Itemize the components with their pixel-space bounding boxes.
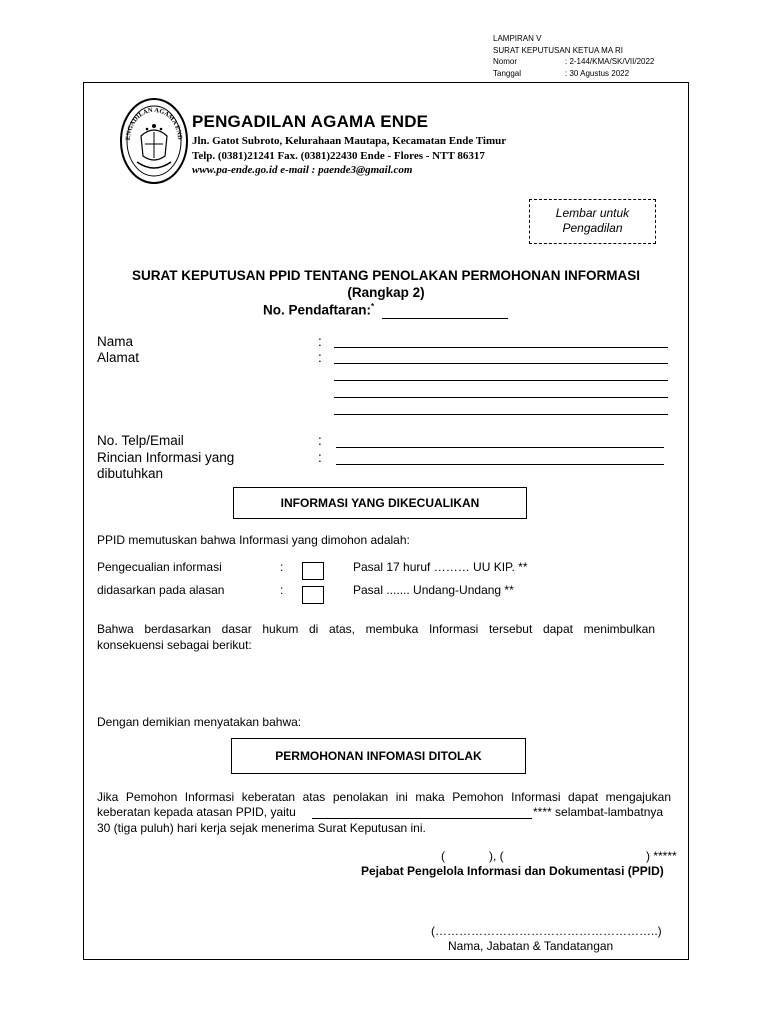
info-details-label-2: dibutuhkan: [97, 466, 164, 481]
excluded-info-heading: INFORMASI YANG DIKECUALIKAN: [233, 487, 527, 519]
request-rejected-heading: PERMOHONAN INFOMASI DITOLAK: [231, 738, 526, 774]
reason-label: didasarkan pada alasan: [97, 583, 225, 597]
article17-option: Pasal 17 huruf ……… UU KIP. **: [353, 560, 528, 574]
name-field[interactable]: [334, 347, 668, 348]
appendix-number-label: Nomor: [493, 57, 518, 66]
name-label: Nama: [97, 334, 134, 349]
decision-intro: PPID memutuskan bahwa Informasi yang dimohon adalah:: [97, 533, 410, 547]
registration-label: [263, 302, 374, 318]
phone-email-colon: :: [318, 433, 322, 448]
appendix-title: LAMPIRAN V: [493, 34, 542, 43]
address-field-line3[interactable]: [334, 397, 668, 398]
signature-caption: Nama, Jabatan & Tandatangan: [448, 939, 614, 953]
signature-blank: (………………………………………………..): [431, 924, 662, 938]
court-web-email: www.pa-ende.go.id e-mail : paende3@gmail.com: [192, 164, 413, 176]
appendix-date-value: : 30 Agustus 2022: [565, 68, 630, 78]
law-article-checkbox[interactable]: [302, 586, 324, 604]
phone-email-label: No. Telp/Email: [97, 433, 184, 448]
appendix-decree: SURAT KEPUTUSAN KETUA MA RI: [493, 45, 623, 55]
objection-line2-start: keberatan kepada atasan PPID, yaitu: [97, 805, 296, 819]
info-details-colon: :: [318, 450, 322, 465]
address-colon: :: [318, 350, 322, 365]
info-details-field[interactable]: [336, 464, 664, 465]
appendix-number-row: [493, 56, 654, 68]
statement-text: Dengan demikian menyatakan bahwa:: [97, 715, 302, 729]
court-seal-logo: [119, 96, 189, 186]
ppid-official-title: Pejabat Pengelola Informasi dan Dokumentasi (PPID): [361, 864, 664, 878]
place-close: ) *****: [646, 849, 677, 863]
law-article-option: Pasal ....... Undang-Undang **: [353, 583, 514, 597]
consequence-line1: Bahwa berdasarkan dasar hukum di atas, membuka Informasi tersebut dapat menimbulkan: [97, 622, 655, 636]
place-mid: ), (: [489, 849, 504, 863]
appendix-number-value: : 2-144/KMA/SK/VII/2022: [565, 57, 655, 66]
address-field-line1[interactable]: [334, 363, 668, 364]
registration-number-field[interactable]: [382, 318, 508, 319]
court-phone: Telp. (0381)21241 Fax. (0381)22430 Ende - Flores - NTT 86317: [192, 150, 485, 162]
article17-checkbox[interactable]: [302, 562, 324, 580]
seal-lettering: ENGADILAN AGAMA END: [124, 106, 184, 141]
reason-colon: :: [280, 583, 284, 597]
document-title: SURAT KEPUTUSAN PPID TENTANG PENOLAKAN PERMOHONAN INFORMASI: [131, 268, 640, 283]
registration-text: No. Pendaftaran:: [263, 302, 372, 318]
address-field-line2[interactable]: [334, 380, 668, 381]
phone-email-field[interactable]: [336, 447, 664, 448]
copy-note-line1: Lembar untuk: [555, 206, 630, 220]
info-details-label-1: Rincian Informasi yang: [97, 450, 235, 465]
name-colon: :: [318, 334, 322, 349]
supervisor-field[interactable]: [312, 818, 532, 819]
address-label: Alamat: [97, 350, 140, 365]
copy-note-line2: Pengadilan: [562, 221, 623, 235]
copy-note-box: [529, 199, 656, 244]
exception-colon: :: [280, 560, 284, 574]
document-subtitle: (Rangkap 2): [347, 285, 425, 300]
appendix-date-label: Tanggal: [493, 68, 522, 78]
registration-mark: *: [371, 302, 375, 311]
consequence-line2: konsekuensi sebagai berikut:: [97, 638, 252, 652]
appendix-date-row: [493, 68, 654, 80]
svg-text:PENGADILAN AGAMA ENDE: [119, 96, 183, 140]
objection-line2-end: **** selambat-lambatnya: [533, 805, 664, 819]
appendix-header: [493, 33, 654, 83]
objection-line1: Jika Pemohon Informasi keberatan atas penolakan ini maka Pemohon Informasi dapat mengajukan: [97, 790, 671, 804]
address-field-line4[interactable]: [334, 414, 668, 415]
court-address: Jln. Gatot Subroto, Kelurahaan Mautapa, Kecamatan Ende Timur: [192, 135, 507, 147]
objection-line3: 30 (tiga puluh) hari kerja sejak menerima Surat Keputusan ini.: [97, 821, 426, 835]
court-name: PENGADILAN AGAMA ENDE: [192, 112, 429, 131]
exception-label: Pengecualian informasi: [97, 560, 222, 574]
place-open: (: [441, 849, 445, 863]
